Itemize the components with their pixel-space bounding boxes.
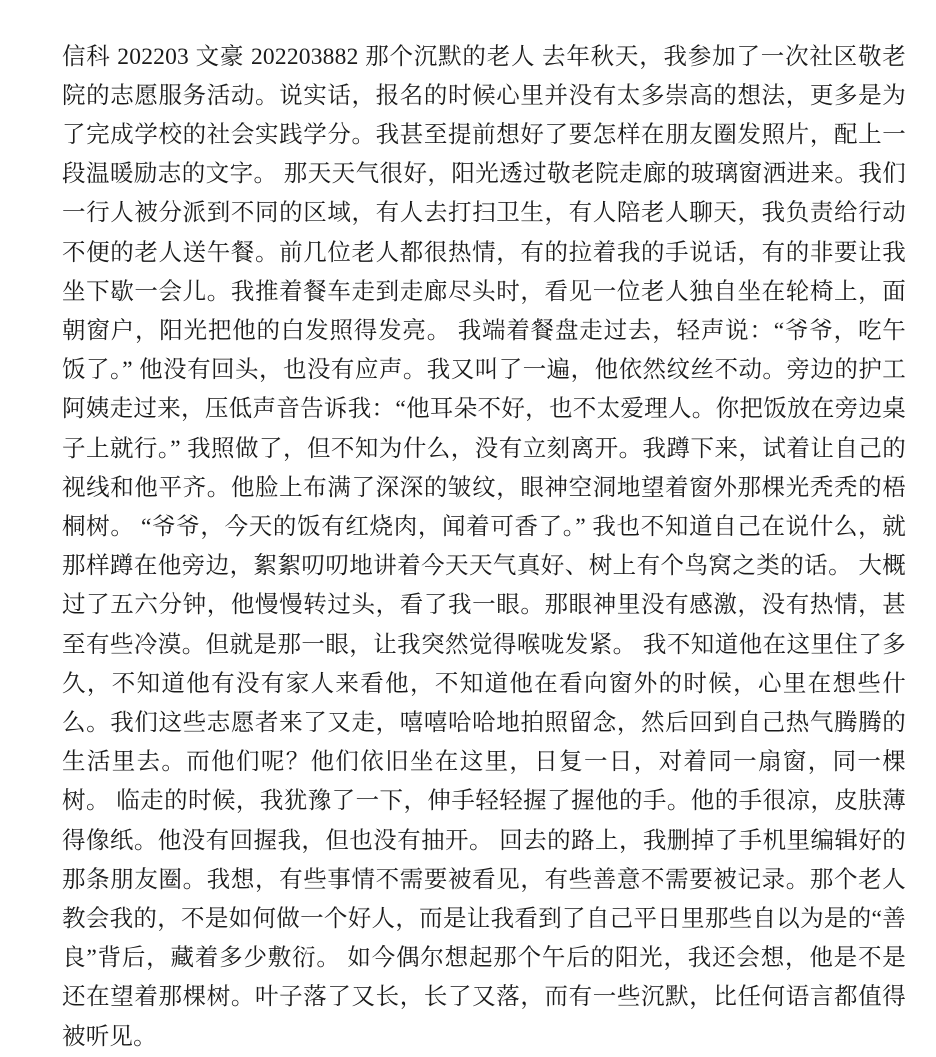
article-body-text: 信科 202203 文豪 202203882 那个沉默的老人 去年秋天，我参加了一次社区敬老院的志愿服务活动。说实话，报名的时候心里并没有太多崇高的想法，更多是为了完成学校的社会实践学分。我甚至提前想好了要怎样在朋友圈发照片，配上一段温暖励志的文字。 那天天气很好，阳光透过敬老院走廊的玻璃窗洒进来。我们一行人被分派到不同的区域，有人去打扫卫生，有人陪老人聊天，我负责给行动不便的老人送午餐。前几位老人都很热情，有的拉着我的手说话，有的非要让我坐下歇一会儿。我推着餐车走到走廊尽头时，看见一位老人独自坐在轮椅上，面朝窗户，阳光把他的白发照得发亮。 我端着餐盘走过去，轻声说：“爷爷，吃午饭了。” 他没有回头，也没有应声。我又叫了一遍，他依然纹丝不动。旁边的护工阿姨走过来，压低声音告诉我：“他耳朵不好，也不太爱理人。你把饭放在旁边桌子上就行。” 我照做了，但不知为什么，没有立刻离开。我蹲下来，试着让自己的视线和他平齐。他脸上布满了深深的皱纹，眼神空洞地望着窗外那棵光秃秃的梧桐树。 “爷爷，今天的饭有红烧肉，闻着可香了。” 我也不知道自己在说什么，就那样蹲在他旁边，絮絮叨叨地讲着今天天气真好、树上有个鸟窝之类的话。 大概过了五六分钟，他慢慢转过头，看了我一眼。那眼神里没有感激，没有热情，甚至有些冷漠。但就是那一眼，让我突然觉得喉咙发紧。 我不知道他在这里住了多久，不知道他有没有家人来看他，不知道他在看向窗外的时候，心里在想些什么。我们这些志愿者来了又走，嘻嘻哈哈地拍照留念，然后回到自己热气腾腾的生活里去。而他们呢？他们依旧坐在这里，日复一日，对着同一扇窗，同一棵树。 临走的时候，我犹豫了一下，伸手轻轻握了握他的手。他的手很凉，皮肤薄得像纸。他没有回握我，但也没有抽开。 回去的路上，我删掉了手机里编辑好的那条朋友圈。我想，有些事情不需要被看见，有些善意不需要被记录。那个老人教会我的，不是如何做一个好人，而是让我看到了自己平日里那些自以为是的“善良”背后，藏着多少敷衍。 如今偶尔想起那个午后的阳光，我还会想，他是不是还在望着那棵树。叶子落了又长，长了又落，而有一些沉默，比任何语言都值得被听见。 xyxy=(62,43,906,1050)
